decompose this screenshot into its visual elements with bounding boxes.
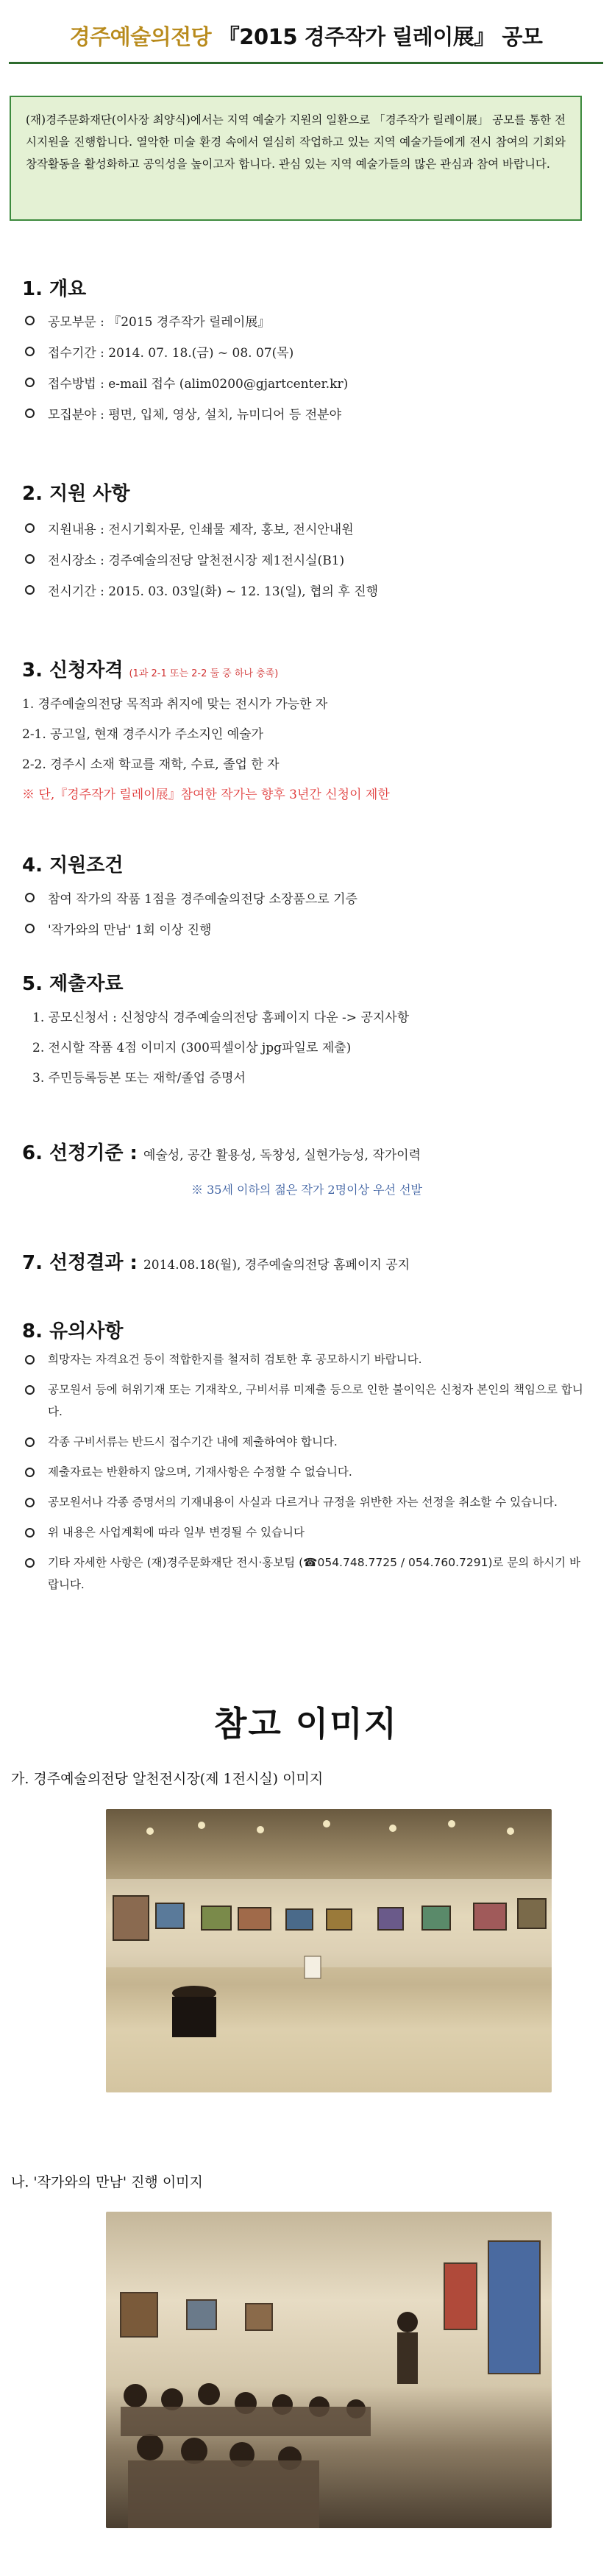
notes-list [22, 1348, 588, 1604]
circle-bullet-icon [25, 554, 35, 564]
list-item-text: 각종 구비서류는 반드시 접수기간 내에 제출하여야 합니다. [48, 1435, 338, 1448]
list-item: 3. 주민등록등본 또는 재학/졸업 증명서 [32, 1071, 246, 1086]
section-submission-heading: 5. 제출자료 [22, 973, 124, 995]
reference-caption-gallery: 가. 경주예술의전당 알천전시장(제 1전시실) 이미지 [11, 1771, 324, 1787]
section-criteria-heading [22, 1138, 421, 1165]
gallery-photo [106, 1809, 552, 2092]
list-item [22, 397, 348, 428]
circle-bullet-icon [25, 523, 35, 533]
circle-bullet-icon [25, 1437, 35, 1447]
title-main: 『2015 경주작가 릴레이展』 공모 [218, 24, 543, 49]
list-item-text: '작가와의 만남' 1회 이상 진행 [48, 922, 212, 938]
reference-heading: 참고 이미지 [213, 1704, 399, 1744]
meeting-illustration [106, 2212, 552, 2528]
circle-bullet-icon [25, 1468, 35, 1477]
conditions-list [22, 882, 357, 944]
title-organization: 경주예술의전당 [69, 24, 212, 49]
circle-bullet-icon [25, 378, 35, 387]
list-item [22, 1431, 588, 1453]
circle-bullet-icon [25, 1528, 35, 1538]
list-item [22, 882, 357, 913]
section-notes-heading: 8. 유의사항 [22, 1320, 124, 1342]
list-item [22, 1461, 588, 1483]
list-item-text: 제출자료는 반환하지 않으며, 기재사항은 수정할 수 없습니다. [48, 1465, 352, 1479]
eligibility-heading-text: 3. 신청자격 [22, 659, 124, 682]
list-item-text: 공모원서 등에 허위기재 또는 기재착오, 구비서류 미제출 등으로 인한 불이익은 신청자 본인의 책임으로 합니다. [48, 1383, 583, 1418]
eligibility-list [22, 687, 390, 808]
list-item: 1. 경주예술의전당 목적과 취지에 맞는 전시가 가능한 자 [22, 697, 328, 712]
list-item [22, 1521, 588, 1543]
section-eligibility-heading [22, 655, 278, 682]
section-overview-heading: 1. 개요 [22, 278, 87, 300]
list-item-text: 희망자는 자격요건 등이 적합한지를 철저히 검토한 후 공모하시기 바랍니다. [48, 1353, 422, 1366]
section-result-heading [22, 1248, 410, 1275]
list-item [22, 512, 378, 543]
list-item: 2-1. 공고일, 현재 경주시가 주소지인 예술가 [22, 727, 263, 742]
eligibility-note: (1과 2-1 또는 2-2 둘 중 하나 충족) [129, 668, 279, 679]
overview-list [22, 305, 348, 428]
list-item [22, 1348, 588, 1370]
circle-bullet-icon [25, 1385, 35, 1395]
list-item-text: 모집분야 : 평면, 입체, 영상, 설치, 뉴미디어 등 전분야 [48, 407, 342, 422]
result-heading-text: 7. 선정결과 : [22, 1252, 138, 1274]
list-item: 1. 공모신청서 : 신청양식 경주예술의전당 홈페이지 다운 -> 공지사항 [32, 1011, 410, 1025]
criteria-heading-text: 6. 선정기준 : [22, 1142, 138, 1164]
list-item-text: 접수기간 : 2014. 07. 18.(금) ~ 08. 07(목) [48, 345, 294, 361]
list-item-text: 위 내용은 사업계획에 따라 일부 변경될 수 있습니다 [48, 1526, 305, 1539]
artist-meeting-photo [106, 2212, 552, 2528]
circle-bullet-icon [25, 316, 35, 325]
list-item-text: 지원내용 : 전시기획자문, 인쇄물 제작, 홍보, 전시안내원 [48, 522, 354, 537]
list-item: 2. 전시할 작품 4점 이미지 (300픽셀이상 jpg파일로 제출) [32, 1041, 352, 1055]
section-conditions-heading: 4. 지원조건 [22, 854, 124, 877]
reference-caption-meeting: 나. '작가와의 만남' 진행 이미지 [11, 2174, 203, 2190]
circle-bullet-icon [25, 1355, 35, 1365]
list-item-text: 공모원서나 각종 증명서의 기재내용이 사실과 다르거나 규정을 위반한 자는 선정을 취소할 수 있습니다. [48, 1496, 558, 1509]
list-item [22, 913, 357, 944]
circle-bullet-icon [25, 585, 35, 595]
circle-bullet-icon [25, 1498, 35, 1507]
list-item: 2-2. 경주시 소재 학교를 재학, 수료, 졸업 한 자 [22, 757, 280, 772]
circle-bullet-icon [25, 893, 35, 902]
gallery-illustration [106, 1809, 552, 2092]
intro-box: (재)경주문화재단(이사장 최양식)에서는 지역 예술가 지원의 일환으로 「경주작가 릴레이展」 공모를 통한 전시지원을 진행합니다. 열악한 미술 환경 속에서 열심히 작업하고 있는 지역 예술가들에게 전시 참여의 기회와 창작활동을 활성화하고 공익성을 높이고자 합니다. 관심 있는 지역 예술가들의 많은 관심과 참여 바랍니다. [10, 96, 582, 221]
list-item-text: 참여 작가의 작품 1점을 경주예술의전당 소장품으로 기증 [48, 891, 357, 907]
list-item [22, 305, 348, 336]
list-item [22, 543, 378, 574]
list-item [22, 1491, 588, 1513]
list-item-text: 접수방법 : e-mail 접수 (alim0200@gjartcenter.kr) [48, 376, 349, 392]
list-item [22, 336, 348, 367]
criteria-value: 예술성, 공간 활용성, 독창성, 실현가능성, 작가이력 [143, 1148, 421, 1163]
eligibility-warning: ※ 단,『경주작가 릴레이展』참여한 작가는 향후 3년간 신청이 제한 [22, 788, 390, 802]
result-value: 2014.08.18(월), 경주예술의전당 홈페이지 공지 [143, 1258, 410, 1273]
list-item [22, 1551, 588, 1596]
circle-bullet-icon [25, 408, 35, 418]
title-divider [9, 62, 603, 64]
support-list [22, 512, 378, 605]
submission-list [32, 1001, 409, 1091]
circle-bullet-icon [25, 347, 35, 356]
list-item [22, 574, 378, 605]
list-item-text: 기타 자세한 사항은 (재)경주문화재단 전시·홍보팀 (☎054.748.7725 / 054.760.7291)로 문의 하시기 바랍니다. [48, 1556, 581, 1591]
list-item-text: 전시기간 : 2015. 03. 03일(화) ~ 12. 13(일), 협의 후 진행 [48, 584, 379, 599]
criteria-note: ※ 35세 이하의 젊은 작가 2명이상 우선 선발 [191, 1183, 422, 1197]
circle-bullet-icon [25, 1558, 35, 1568]
page-title [0, 21, 612, 51]
list-item [22, 1379, 588, 1423]
section-support-heading: 2. 지원 사항 [22, 483, 130, 505]
list-item-text: 전시장소 : 경주예술의전당 알천전시장 제1전시실(B1) [48, 553, 345, 568]
list-item-text: 공모부문 : 『2015 경주작가 릴레이展』 [48, 314, 271, 330]
circle-bullet-icon [25, 924, 35, 933]
list-item [22, 367, 348, 397]
